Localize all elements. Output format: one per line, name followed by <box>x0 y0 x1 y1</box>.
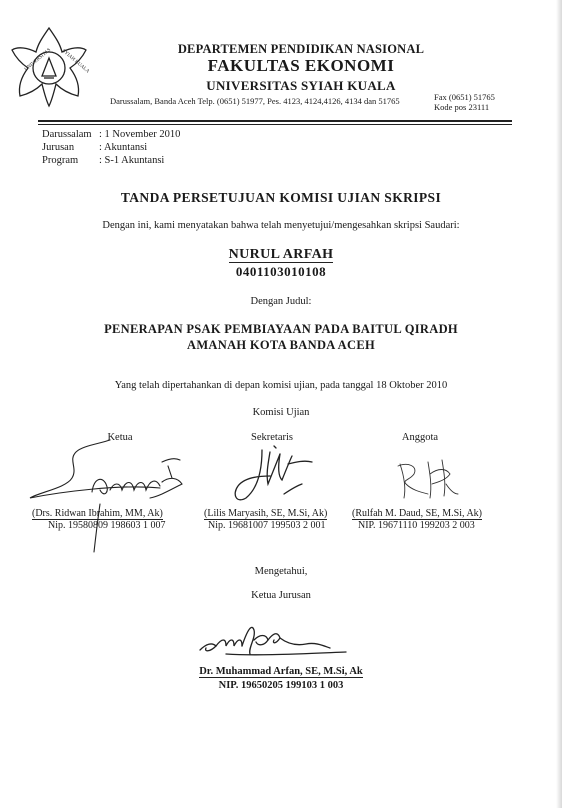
secretary-signature <box>224 440 324 508</box>
committee-label: Komisi Ujian <box>252 407 310 418</box>
head-of-department-name <box>0 666 562 677</box>
secretary-name-text: (Lilis Maryasih, SE, M.Si, Ak) <box>204 508 328 519</box>
head-of-department-role: Ketua Jurusan <box>251 590 311 601</box>
meta-value: : S-1 Akuntansi <box>99 155 165 166</box>
letterhead-fax-block <box>434 92 495 112</box>
role-chair: Ketua <box>107 432 133 443</box>
chair-nip: Nip. 19580809 198603 1 007 <box>48 520 166 531</box>
defense-statement: Yang telah dipertahankan di depan komisi ujian, pada tanggal 18 Oktober 2010 <box>114 380 448 391</box>
svg-text:UNIVERSITAS: UNIVERSITAS <box>24 47 53 73</box>
intro-statement: Dengan ini, kami menyatakan bahwa telah menyetujui/mengesahkan skripsi Saudari: <box>102 220 460 231</box>
meta-key: Program <box>42 155 79 166</box>
student-name-text: NURUL ARFAH <box>228 247 334 262</box>
secretary-nip: Nip. 19681007 199503 2 001 <box>208 520 326 531</box>
member-name <box>352 508 482 519</box>
acknowledgement-label: Mengetahui, <box>254 566 308 577</box>
document-title: TANDA PERSETUJUAN KOMISI UJIAN SKRIPSI <box>120 190 442 205</box>
svg-text:SYIAH KUALA: SYIAH KUALA <box>60 48 90 75</box>
chair-signature <box>10 438 200 556</box>
chair-name-text: (Drs. Ridwan Ibrahim, MM, Ak) <box>32 508 163 519</box>
letterhead-university: UNIVERSITAS SYIAH KUALA <box>206 78 396 93</box>
meta-key: Jurusan <box>42 142 75 153</box>
letterhead-address: Darussalam, Banda Aceh Telp. (0651) 51977, Pes. 4123, 4124,4126, 4134 dan 51765 <box>110 96 400 106</box>
letterhead-fax: Fax (0651) 51765 <box>434 92 495 102</box>
head-of-department-nip: NIP. 19650205 199103 1 003 <box>218 680 344 691</box>
meta-key: Darussalam <box>42 129 92 140</box>
letterhead-rule-thick <box>38 120 512 122</box>
role-member: Anggota <box>401 432 439 443</box>
student-name <box>0 247 562 263</box>
meta-row-date <box>42 128 180 141</box>
member-nip: NIP. 19671110 199203 2 003 <box>358 520 475 531</box>
role-secretary: Sekretaris <box>251 432 293 443</box>
head-of-department-name-text: Dr. Muhammad Arfan, SE, M.Si, Ak <box>199 666 363 677</box>
member-name-text: (Rulfah M. Daud, SE, M.Si, Ak) <box>352 508 482 519</box>
letterhead-faculty: FAKULTAS EKONOMI <box>207 56 395 75</box>
meta-row-program <box>42 154 180 167</box>
letterhead-rule-thin <box>38 124 512 125</box>
meta-value: : Akuntansi <box>99 142 148 153</box>
meta-value: : 1 November 2010 <box>99 129 181 140</box>
thesis-title-line-2: AMANAH KOTA BANDA ACEH <box>187 338 375 352</box>
meta-row-department <box>42 141 180 154</box>
secretary-name <box>204 508 327 519</box>
member-signature <box>384 454 474 504</box>
document-meta <box>42 128 180 167</box>
thesis-title-label: Dengan Judul: <box>250 296 312 307</box>
letterhead-ministry: DEPARTEMEN PENDIDIKAN NASIONAL <box>177 42 425 56</box>
letterhead-postal-code: Kode pos 23111 <box>434 102 490 112</box>
thesis-title-line-1: PENERAPAN PSAK PEMBIAYAAN PADA BAITUL QIRADH <box>104 322 458 336</box>
chair-name <box>32 508 163 519</box>
head-of-department-signature <box>196 618 356 662</box>
student-nim: 0401103010108 <box>235 264 327 279</box>
